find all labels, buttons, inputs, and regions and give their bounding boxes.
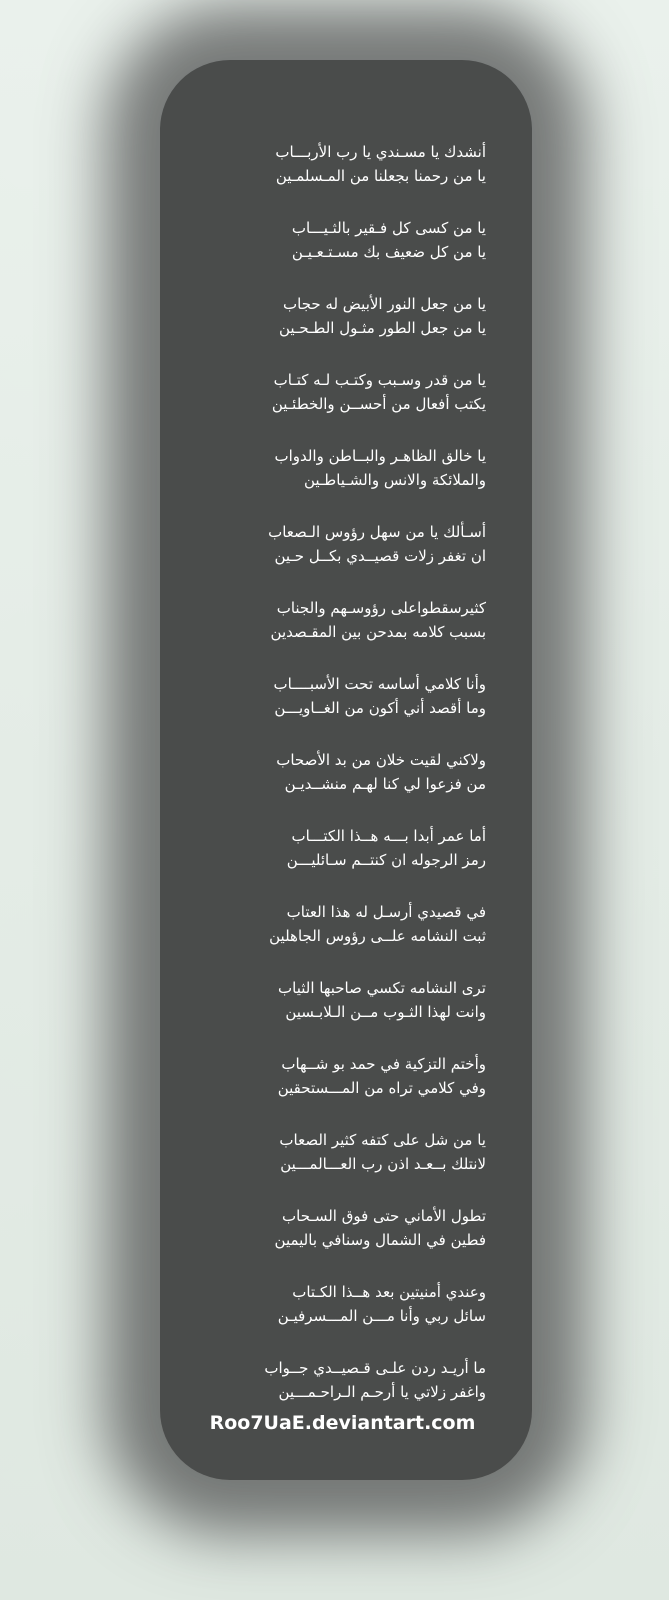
- poem-line: يا من جعل الطور مثـول الطـحـين: [278, 319, 486, 337]
- stanza: [196, 216, 486, 292]
- poem-body: [196, 140, 486, 1432]
- stanza: [196, 140, 486, 216]
- poem-line: واغفر زلاتي يا أرحـم الـراحـمـــين: [278, 1383, 486, 1401]
- stanza: [196, 976, 486, 1052]
- poem-line: وعندي أمنيتين بعد هــذا الكـتاب: [292, 1283, 486, 1301]
- poem-line: كثيرسقطواعلى رؤوسـهم والجناب: [276, 599, 486, 617]
- poem-line: من فزعوا لي كنا لهـم منشــديـن: [284, 775, 486, 793]
- poem-line: أنشدك يا مسـندي يا رب الأربـــاب: [275, 143, 486, 161]
- poem-line: وأختم التزكية في حمد بو شــهاب: [281, 1055, 486, 1073]
- stanza: [196, 1280, 486, 1356]
- poem-line: فطين في الشمال وسنافي باليمين: [274, 1231, 486, 1249]
- poem-line: يا خالق الظاهـر والبــاطن والدواب: [274, 447, 486, 465]
- poem-line: ان تغفر زلات قصيــدي بكــل حـين: [274, 547, 486, 565]
- poem-line: يا من كل ضعيف بك مسـتـعـيـن: [291, 243, 486, 261]
- poem-line: سائل ربي وأنا مـــن المـــسرفيـن: [277, 1307, 486, 1325]
- poem-line: ترى النشامه تكسي صاحبها الثياب: [278, 979, 486, 997]
- poem-line: يا من شل على كتفه كثير الصعاب: [279, 1131, 486, 1149]
- poem-line: وفي كلامي تراه من المـــستحقين: [277, 1079, 486, 1097]
- poem-line: والملائكة والانس والشـياطـين: [303, 471, 486, 489]
- footer-credit: Roo7UaE.deviantart.com: [209, 1412, 476, 1434]
- stanza: [196, 824, 486, 900]
- poem-line: يا من كسى كل فـقير بالثـيـــاب: [291, 219, 486, 237]
- poem-line: ما أريـد ردن علـى قـصيــدي جــواب: [264, 1359, 486, 1377]
- poem-line: رمز الرجوله ان كنتــم سـائليـــن: [286, 851, 486, 869]
- stanza: [196, 1204, 486, 1280]
- poem-line: ثبت النشامه علــى رؤوس الجاهلين: [269, 927, 486, 945]
- poem-line: بسبب كلامه بمدحن بين المقـصدين: [270, 623, 486, 641]
- poem-line: ولاكني لقيت خلان من بد الأصحاب: [276, 751, 486, 769]
- stanza: [196, 596, 486, 672]
- stanza: [196, 672, 486, 748]
- stanza: [196, 900, 486, 976]
- stanza: [196, 748, 486, 824]
- poem-line: يا من قدر وسـبب وكتـب لـه كتـاب: [273, 371, 486, 389]
- poem-line: لانتلك بــعـد اذن رب العـــالمـــين: [280, 1155, 486, 1173]
- poem-line: في قصيدي أرسـل له هذا العتاب: [286, 903, 486, 921]
- poem-line: أما عمر أبدا بـــه هــذا الكتـــاب: [291, 827, 486, 845]
- stanza: [196, 292, 486, 368]
- poem-line: وانت لهذا الثـوب مــن الـلابـسين: [285, 1003, 486, 1021]
- poem-line: يكتب أفعال من أحســن والخطئـين: [271, 395, 486, 413]
- stanza: [196, 520, 486, 596]
- poem-line: وما أقصد أني أكون من الغــاويـــن: [274, 699, 486, 717]
- stanza: [196, 1128, 486, 1204]
- poem-line: يا من جعل النور الأبيض له حجاب: [283, 295, 486, 313]
- poem-line: وأنا كلامي أساسه تحت الأسبــــاب: [273, 675, 486, 693]
- stanza: [196, 1052, 486, 1128]
- stanza: [196, 444, 486, 520]
- poem-line: يا من رحمنا بجعلنا من المـسلمـين: [275, 167, 486, 185]
- stanza: [196, 368, 486, 444]
- poem-line: أسـألك يا من سهل رؤوس الـصعاب: [268, 523, 486, 541]
- poem-line: تطول الأماني حتى فوق السـحاب: [282, 1207, 486, 1225]
